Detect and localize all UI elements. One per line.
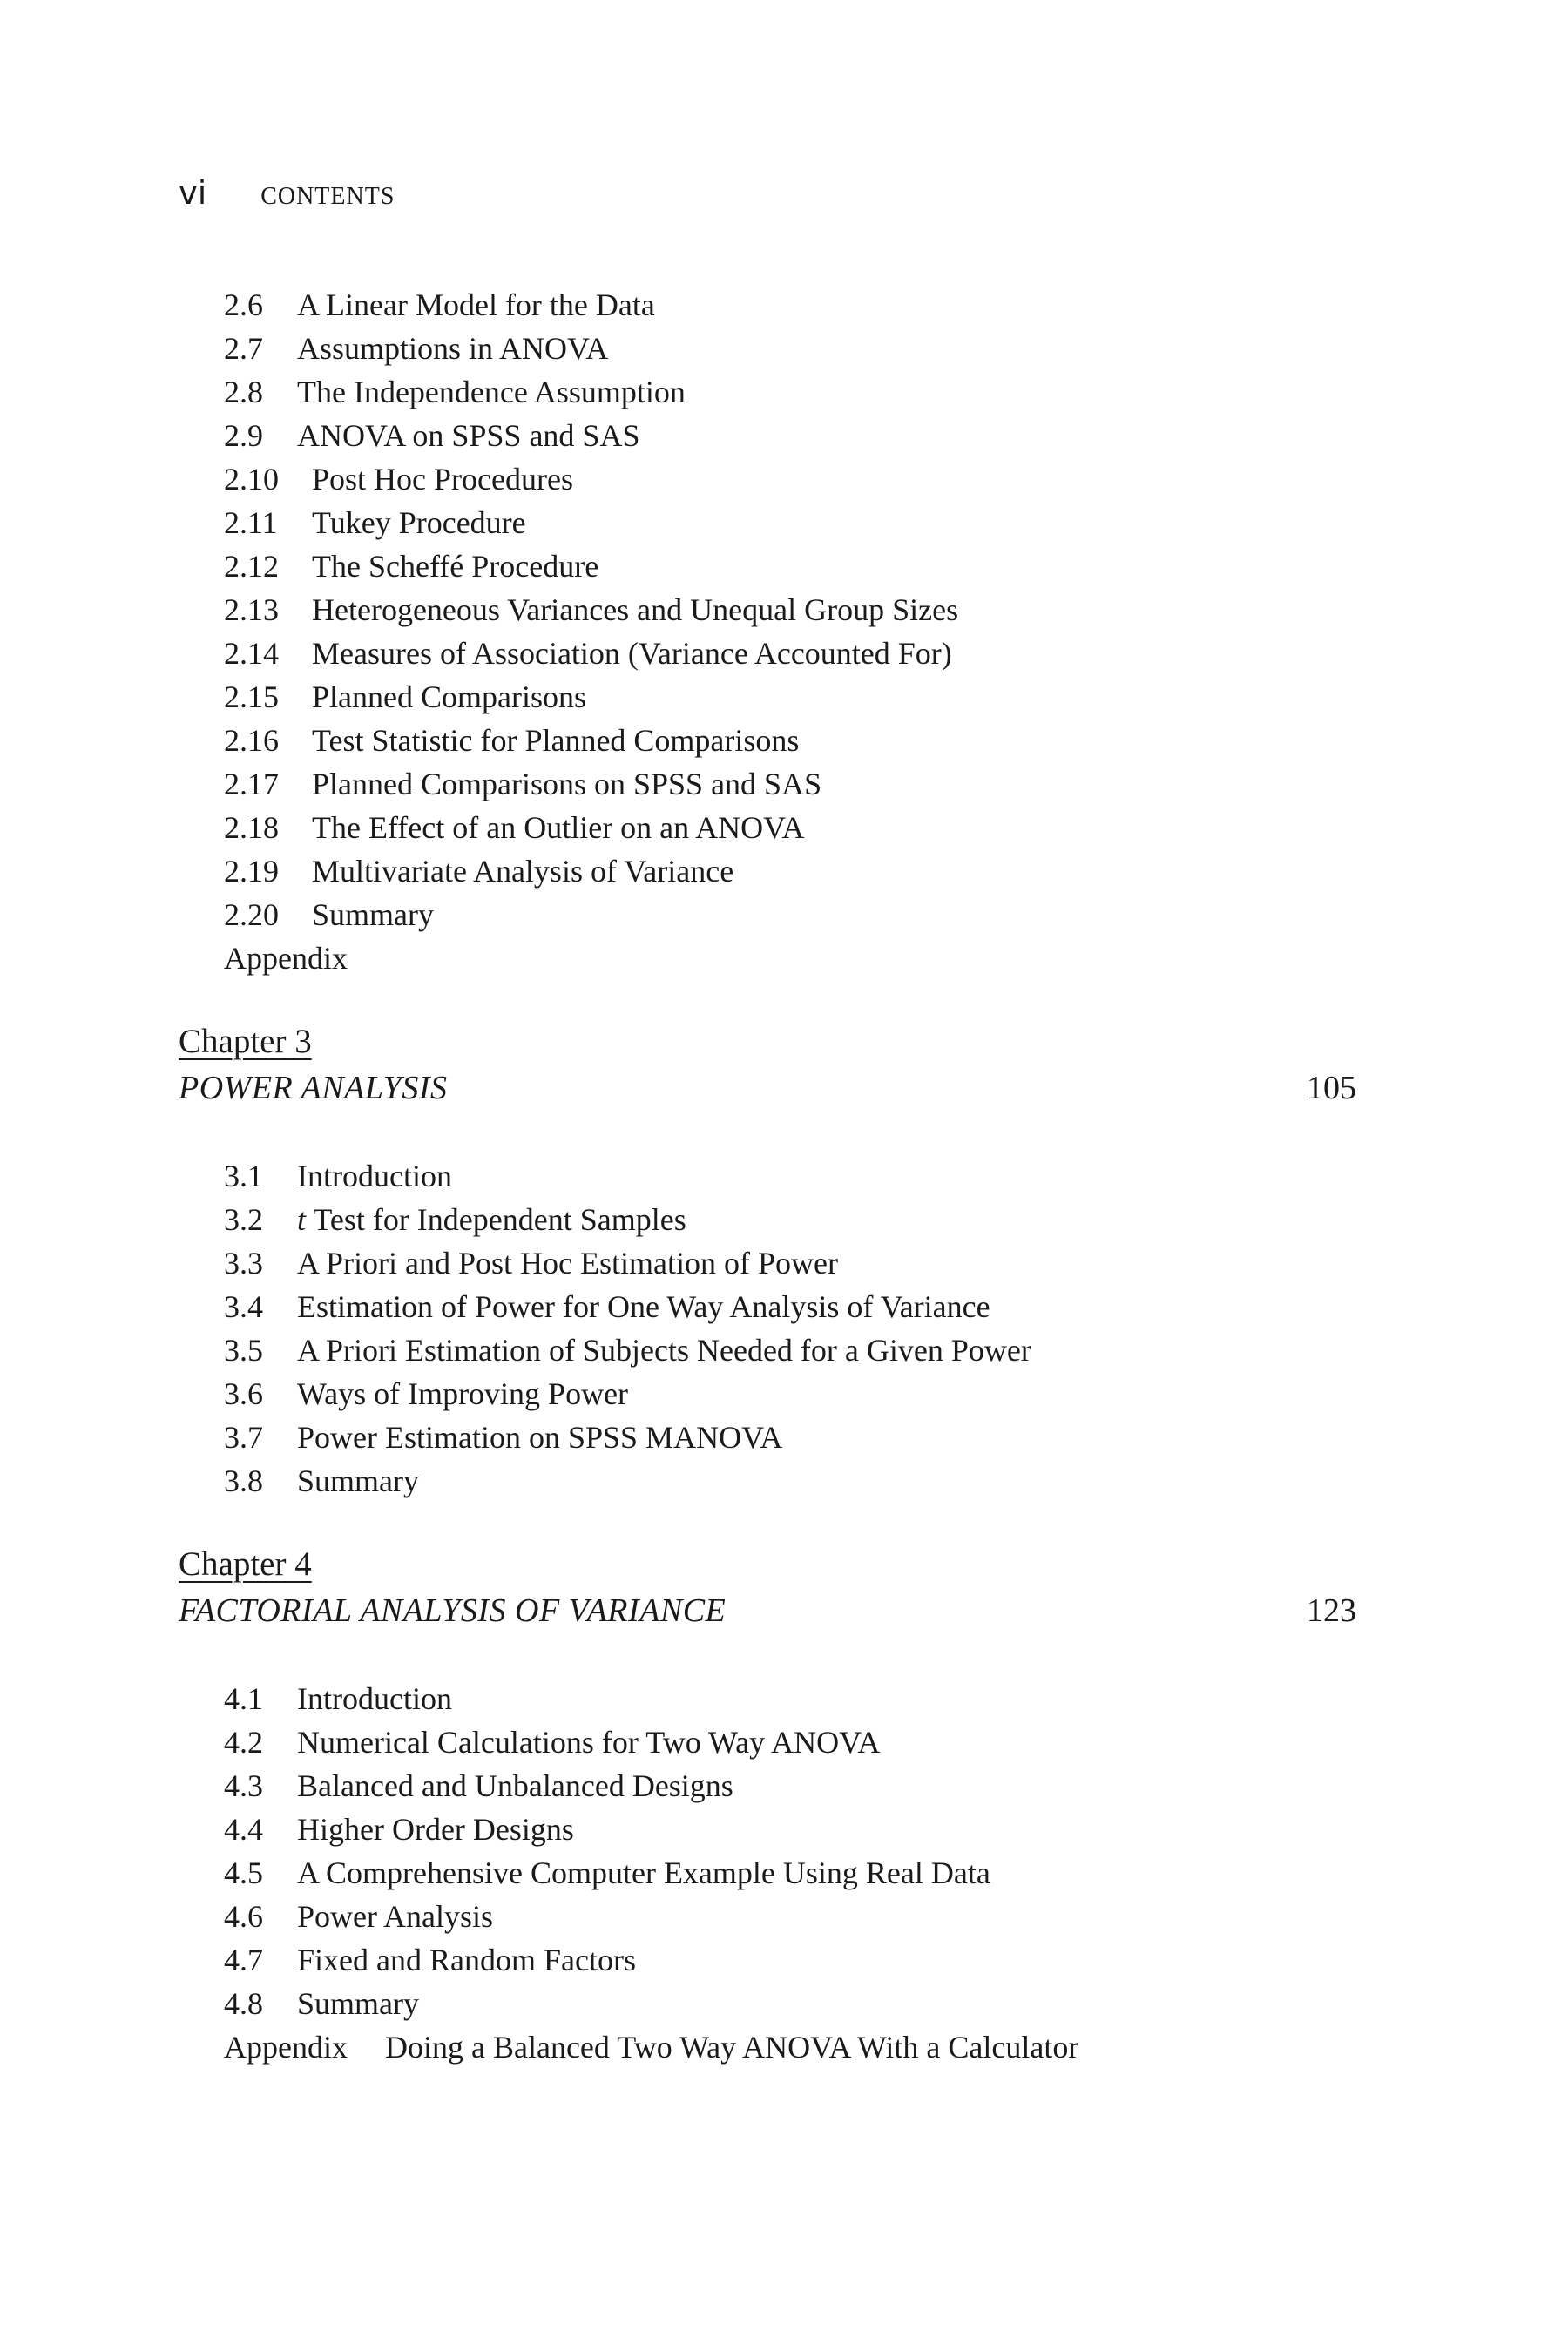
chapter-label: Chapter 3 xyxy=(179,1023,312,1060)
section-title: Summary xyxy=(297,1463,419,1498)
italic-t-symbol: t xyxy=(297,1202,307,1237)
section-title: Higher Order Designs xyxy=(297,1812,574,1847)
chapter-2-entries xyxy=(224,283,1356,980)
section-number: 3.1 xyxy=(224,1159,263,1193)
toc-entry xyxy=(224,893,1356,936)
chapter-title: FACTORIAL ANALYSIS OF VARIANCE xyxy=(179,1592,727,1629)
toc-entry xyxy=(224,1808,1356,1851)
section-title: A Priori and Post Hoc Estimation of Power xyxy=(297,1246,838,1281)
section-number: 2.14 xyxy=(224,636,279,671)
section-title: The Effect of an Outlier on an ANOVA xyxy=(312,810,805,845)
toc-entry xyxy=(224,370,1356,414)
toc-entry xyxy=(224,719,1356,762)
section-number: 2.12 xyxy=(224,549,279,584)
toc-entry xyxy=(224,414,1356,457)
toc-entry xyxy=(224,1416,1356,1459)
page-folio: vi xyxy=(179,174,207,212)
chapter-title-row xyxy=(179,1064,1356,1112)
toc-entry xyxy=(224,1938,1356,1982)
chapter-4-heading xyxy=(179,1542,1356,1634)
section-number: 2.19 xyxy=(224,854,279,889)
section-title: Measures of Association (Variance Accounted For) xyxy=(312,636,952,671)
chapter-page-number: 105 xyxy=(1307,1070,1356,1106)
section-number: 4.5 xyxy=(224,1855,263,1890)
section-title: Summary xyxy=(312,897,434,932)
toc-appendix xyxy=(224,936,1356,980)
section-number: 4.4 xyxy=(224,1812,263,1847)
section-number: 2.11 xyxy=(224,505,278,540)
section-title: Post Hoc Procedures xyxy=(312,462,573,497)
section-number: 3.8 xyxy=(224,1463,263,1498)
toc-entry xyxy=(224,849,1356,893)
section-number: 2.20 xyxy=(224,897,279,932)
section-title: Tukey Procedure xyxy=(312,505,526,540)
section-title: Introduction xyxy=(297,1681,452,1716)
section-number: 4.1 xyxy=(224,1681,263,1716)
section-number: 2.15 xyxy=(224,679,279,714)
section-title: Heterogeneous Variances and Unequal Group Sizes xyxy=(312,592,959,627)
section-number: 2.17 xyxy=(224,767,279,801)
toc-entry xyxy=(224,1764,1356,1808)
toc-entry xyxy=(224,1241,1356,1285)
toc-entry xyxy=(224,283,1356,327)
chapter-page-number: 123 xyxy=(1307,1592,1356,1629)
section-number: 2.9 xyxy=(224,418,263,453)
section-number: 4.7 xyxy=(224,1943,263,1977)
toc-entry xyxy=(224,501,1356,544)
section-number: 2.10 xyxy=(224,462,279,497)
section-title: Test Statistic for Planned Comparisons xyxy=(312,723,800,758)
section-title-text: Test for Independent Samples xyxy=(306,1202,686,1237)
section-number: 2.6 xyxy=(224,287,263,322)
toc-entry xyxy=(224,1328,1356,1372)
toc-entry xyxy=(224,806,1356,849)
section-number: 3.5 xyxy=(224,1333,263,1368)
chapter-label: Chapter 4 xyxy=(179,1545,312,1583)
toc-entry xyxy=(224,632,1356,675)
toc-entry xyxy=(224,1154,1356,1198)
toc-entry xyxy=(224,327,1356,370)
section-title: Introduction xyxy=(297,1159,452,1193)
section-number: 2.7 xyxy=(224,331,263,366)
section-title: Summary xyxy=(297,1986,419,2021)
section-title: Assumptions in ANOVA xyxy=(297,331,609,366)
toc-entry xyxy=(224,544,1356,588)
toc-entry xyxy=(224,1895,1356,1938)
section-title: Planned Comparisons on SPSS and SAS xyxy=(312,767,822,801)
section-title: The Scheffé Procedure xyxy=(312,549,599,584)
section-title: Multivariate Analysis of Variance xyxy=(312,854,734,889)
section-number: 2.16 xyxy=(224,723,279,758)
section-title: Balanced and Unbalanced Designs xyxy=(297,1768,733,1803)
chapter-3-entries xyxy=(224,1154,1356,1503)
section-title xyxy=(297,1198,686,1241)
chapter-title: POWER ANALYSIS xyxy=(179,1070,448,1106)
section-title: Planned Comparisons xyxy=(312,679,586,714)
section-number: 4.6 xyxy=(224,1899,263,1934)
section-title: A Priori Estimation of Subjects Needed for a Given Power xyxy=(297,1333,1031,1368)
toc-entry xyxy=(224,1372,1356,1416)
section-number: 4.8 xyxy=(224,1986,263,2021)
running-head xyxy=(179,174,395,218)
toc-entry xyxy=(224,457,1356,501)
section-number: 3.6 xyxy=(224,1376,263,1411)
section-number: 3.3 xyxy=(224,1246,263,1281)
section-title: Ways of Improving Power xyxy=(297,1376,629,1411)
section-title: A Linear Model for the Data xyxy=(297,287,655,322)
section-number: 3.2 xyxy=(224,1202,263,1237)
section-number: 2.8 xyxy=(224,375,263,409)
chapter-3-heading xyxy=(179,1019,1356,1112)
chapter-title-row xyxy=(179,1587,1356,1634)
toc-appendix xyxy=(224,2025,1356,2069)
appendix-title: Doing a Balanced Two Way ANOVA With a Calculator xyxy=(385,2030,1079,2065)
section-number: 2.13 xyxy=(224,592,279,627)
section-number: 3.7 xyxy=(224,1420,263,1455)
toc-entry xyxy=(224,1285,1356,1328)
toc-entry xyxy=(224,1677,1356,1720)
section-title: Numerical Calculations for Two Way ANOVA xyxy=(297,1725,881,1760)
toc-entry xyxy=(224,1459,1356,1503)
toc-entry xyxy=(224,588,1356,632)
section-number: 4.3 xyxy=(224,1768,263,1803)
section-title: The Independence Assumption xyxy=(297,375,686,409)
appendix-label: Appendix xyxy=(224,2030,348,2065)
section-number: 2.18 xyxy=(224,810,279,845)
toc-entry xyxy=(224,1851,1356,1895)
section-number: 3.4 xyxy=(224,1289,263,1324)
section-title: Power Analysis xyxy=(297,1899,493,1934)
toc-entry xyxy=(224,1198,1356,1241)
section-title: Estimation of Power for One Way Analysis of Variance xyxy=(297,1289,990,1324)
toc-entry xyxy=(224,1720,1356,1764)
toc-entry xyxy=(224,675,1356,719)
toc-entry xyxy=(224,762,1356,806)
appendix-label: Appendix xyxy=(224,941,348,976)
section-title: Fixed and Random Factors xyxy=(297,1943,636,1977)
chapter-4-entries xyxy=(224,1677,1356,2069)
section-title: ANOVA on SPSS and SAS xyxy=(297,418,640,453)
toc-entry xyxy=(224,1982,1356,2025)
running-title: CONTENTS xyxy=(260,183,395,210)
section-title: A Comprehensive Computer Example Using Real Data xyxy=(297,1855,990,1890)
section-title: Power Estimation on SPSS MANOVA xyxy=(297,1420,783,1455)
section-number: 4.2 xyxy=(224,1725,263,1760)
